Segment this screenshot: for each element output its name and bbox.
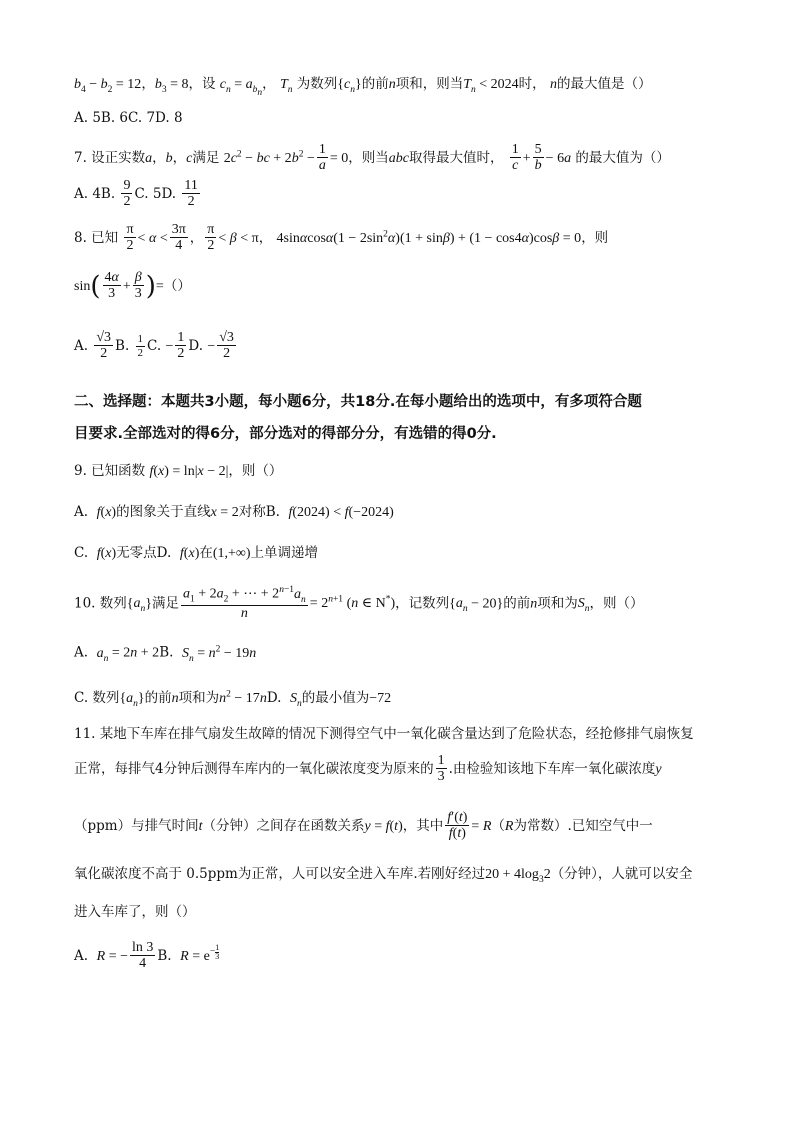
q9-options-cd: C. f(x)无零点D. f(x)在(1,+∞)上单调递增: [74, 545, 319, 561]
section-2-header-line2: 目要求.全部选对的得6分，部分选对的得部分分，有选错的得0分.: [74, 426, 497, 442]
q11-line4: 氧化碳浓度不高于 0.5ppm为正常，人可以安全进入车库.若刚好经过$20 + 4\log_32$（分钟），人就可以安全: [74, 866, 693, 885]
q10-options-cd: C. 数列$\{a_n\}$的前n项和为$n^2 - 17nD$. $S_n$的最小值为−72: [74, 689, 392, 709]
q6-stem: $b_4 - b_2 = 12$，$b_3 = 8$，设 $c_n = a_{b_n}$， $T_n$ 为数列$\{c_n\}$的前n项和，则当$T_n < 2024$时， n的最大值是（）: [74, 76, 652, 98]
section-2-header-line1: 二、选择题：本题共3小题，每小题6分，共18分.在每小题给出的选项中，有多项符合题: [74, 394, 642, 410]
q8-stem-line2: sin( $\frac{4\alpha}{3}$ + $\frac{\beta}{3}$ )=（）: [74, 270, 191, 302]
q11-line5: 进入车库了，则（）: [74, 904, 196, 920]
q8-options: A. $\frac{√3}{2}$ B. $\frac{1}{2}$ C. − $\frac{1}{2}$ D. − $\frac{√3}{2}$: [74, 330, 234, 362]
q7-options: A. 4B. $\frac{9}{2}$ C. 5D. $\frac{11}{2}$: [74, 178, 198, 210]
q11-line3: （ppm）与排气时间t（分钟）之间存在函数关系y = f(t)，其中 $\frac{f'(t)}{f(t)}$ = R（R为常数）.已知空气中一: [74, 810, 653, 842]
q6-options: A. 5B. 6C. 7D. 8: [74, 110, 183, 126]
q11-line1: 11. 某地下车库在排气扇发生故障的情况下测得空气中一氧化碳含量达到了危险状态，经抢修排气扇恢复: [74, 726, 694, 742]
q11-line2: 正常，每排气4分钟后测得车库内的一氧化碳浓度变为原来的 $\frac{1}{3}$ .由检验知该地下车库一氧化碳浓度y: [74, 753, 662, 785]
q10-options-ab: A. $a_n = 2n + 2B$. $S_n = n^2 - 19n$: [74, 644, 257, 664]
q7-stem: 7. 设正实数a，b，c满足 $2c^2$ − bc + $2b^2$ − $\frac{1}{a}$ = 0，则当abc取得最大值时， $\frac{1}{c}$ + $\frac{5}{b}$ − 6a 的最大值为（）: [74, 142, 670, 174]
q11-options-ab: A. R = − $\frac{\ln 3}{4}$ B. $R = e^{- \frac{1}{3}}$: [74, 940, 220, 972]
q9-stem: 9. 已知函数 f(x) = ln|x − 2|，则（）: [74, 463, 283, 479]
q9-options-ab: A. f(x)的图象关于直线x = 2对称B. f(2024) < f(−2024): [74, 504, 394, 520]
q10-stem: 10. 数列$\{a_n\}$满足 $\frac{a_1 + 2a_2 + \cdots + 2^{n-1}a_n}{n}$ = $2^{n+1}$ (n ∈ N*)，记数列$\{a_n - 20\}$的前n项和为$S_n$，则（）: [74, 585, 644, 621]
q8-stem-line1: 8. 已知 $\frac{\pi}{2}$ < α < $\frac{3\pi}{4}$ ， $\frac{\pi}{2}$ < β < π， $4\sin\alpha\cos\alpha(1 - 2\sin^2\alpha)(1 + \sin\beta) + (1 - \cos 4\alpha)\cos\beta = 0$，则: [74, 222, 609, 254]
